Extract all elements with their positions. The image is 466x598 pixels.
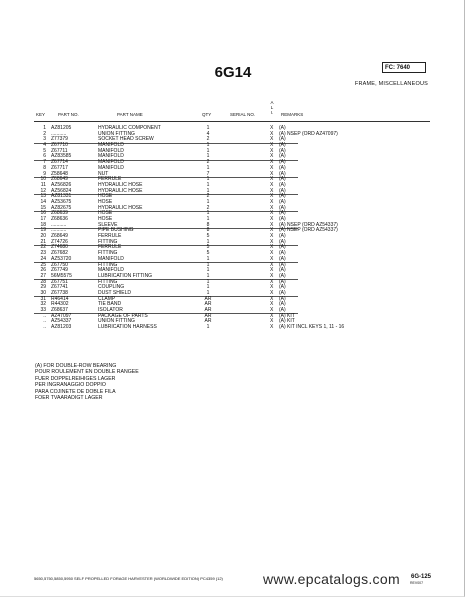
row-key: 24 — [40, 255, 46, 262]
row-qty: 1 — [206, 278, 210, 285]
row-ali-mark: X — [270, 324, 274, 331]
row-part-no: Z68639 — [51, 210, 68, 217]
row-part-name: HOSE — [98, 193, 113, 200]
section-subtitle: FRAME, MISCELLANEOUS — [354, 81, 428, 87]
row-remarks: (A) NSEP (ORD AZ54337) — [279, 221, 338, 228]
row-remarks: (A) — [279, 244, 286, 251]
row-part-name: HYDRAULIC COMPONENT — [98, 125, 161, 131]
table-row — [0, 325, 466, 331]
row-key: 29 — [40, 284, 46, 291]
row-part-name: CLAMP — [98, 295, 116, 302]
row-part-name: FITTING — [98, 250, 118, 257]
row-part-no: AZ53675 — [51, 198, 72, 205]
row-qty: 1 — [206, 255, 210, 262]
row-remarks: (A) — [279, 125, 286, 131]
row-ali-mark: X — [270, 216, 274, 222]
row-qty: 5 — [206, 250, 210, 257]
row-part-no: Z67749 — [51, 267, 68, 274]
row-remarks: (A) — [279, 187, 286, 194]
row-part-no: Z74680 — [51, 244, 68, 251]
row-ali-mark: X — [270, 250, 274, 257]
header-remarks: REMARKS — [281, 112, 304, 117]
row-part-name: MANIFOLD — [98, 164, 124, 171]
row-part-no: Z58648 — [51, 170, 68, 177]
row-ali-mark: X — [270, 307, 274, 313]
row-part-no: Z67717 — [51, 164, 68, 171]
footnote-line: PARA COJINETE DE DOBLE FILA — [35, 388, 116, 395]
row-qty: 1 — [206, 176, 210, 183]
row-part-no: R44302 — [51, 301, 69, 308]
row-remarks: (A) — [279, 307, 286, 313]
row-ali-mark: X — [270, 176, 274, 183]
row-part-no: AZ47097 — [51, 312, 72, 319]
row-remarks: (A) — [279, 295, 286, 302]
row-part-name: NUT — [98, 170, 109, 177]
row-ali-mark: X — [270, 193, 274, 200]
row-remarks: (A) — [279, 272, 286, 279]
row-part-name: LUBRICATION HARNESS — [98, 324, 157, 331]
row-remarks: (A) — [279, 210, 286, 217]
row-qty: 1 — [206, 284, 210, 291]
parts-table — [0, 126, 466, 331]
row-part-no: Z67714 — [51, 159, 68, 166]
row-key: .. — [43, 324, 46, 331]
row-key: 15 — [40, 204, 46, 211]
row-part-no: Z67710 — [51, 142, 68, 149]
row-key: 12 — [40, 187, 46, 194]
row-remarks: (A) — [279, 164, 286, 171]
row-part-no: Z68649 — [51, 233, 68, 240]
row-key: 3 — [43, 136, 46, 143]
row-part-name: MANIFOLD — [98, 147, 124, 154]
header-part-no: PART NO. — [58, 112, 79, 117]
row-remarks: (A) — [279, 181, 286, 188]
row-qty: AR — [204, 312, 212, 319]
row-key: 2 — [43, 130, 46, 137]
row-key: 5 — [43, 147, 46, 154]
row-qty: 1 — [206, 267, 210, 274]
row-part-no: 56M5575 — [51, 272, 72, 279]
row-ali-mark: X — [270, 187, 274, 194]
row-part-no: ........... — [51, 227, 67, 234]
row-part-name: COUPLING — [98, 284, 125, 291]
row-ali-mark: X — [270, 261, 274, 268]
header-part-name: PART NAME — [117, 112, 143, 117]
row-key: 19 — [40, 227, 46, 234]
row-remarks: (A) — [279, 176, 286, 183]
footnote-line: (A) FOR DOUBLE-ROW BEARING — [35, 363, 117, 369]
row-key: 31 — [40, 295, 46, 302]
row-part-no: Z67682 — [51, 250, 68, 257]
row-qty: 1 — [206, 238, 210, 245]
row-part-no: Z68637 — [51, 307, 68, 313]
footnote-line: PER INGRANAGGIO DOPPIO — [35, 382, 106, 389]
row-remarks: (A) NSEP (ORD AZ47097) — [279, 130, 338, 137]
row-ali-mark: X — [270, 142, 274, 149]
row-qty: 2 — [206, 159, 210, 166]
row-key: 20 — [40, 233, 46, 240]
row-ali-mark: X — [270, 198, 274, 205]
row-remarks: (A) — [279, 289, 286, 296]
row-remarks: (A) KIT INCL KEYS 1, 11 - 16 — [279, 324, 345, 331]
row-qty: 1 — [206, 289, 210, 296]
row-qty: AR — [204, 318, 212, 325]
row-remarks: (A) — [279, 159, 286, 166]
row-remarks: (A) — [279, 255, 286, 262]
row-qty: 1 — [206, 142, 210, 149]
row-part-name: MANIFOLD — [98, 142, 124, 149]
row-remarks: (A) NSEP (ORD AZ54337) — [279, 227, 338, 234]
row-qty: 1 — [206, 147, 210, 154]
row-part-no: Z67711 — [51, 147, 68, 154]
header-ali-a: A — [270, 100, 274, 105]
row-remarks: (A) — [279, 170, 286, 177]
row-part-name: FITTING — [98, 278, 118, 285]
row-part-name: HOSE — [98, 198, 113, 205]
header-ali-l: L — [270, 105, 274, 111]
row-qty: 1 — [206, 324, 210, 331]
row-remarks: (A) — [279, 216, 286, 222]
row-qty: 8 — [206, 227, 210, 234]
row-key: 11 — [40, 181, 46, 188]
row-key: 16 — [40, 210, 46, 217]
row-part-no: AZ81331 — [51, 193, 72, 200]
row-part-name: HOSE — [98, 210, 113, 217]
row-qty: 1 — [206, 198, 210, 205]
row-key: 25 — [40, 261, 46, 268]
row-part-name: ISOLATOR — [98, 307, 123, 313]
row-part-name: FITTING — [98, 238, 118, 245]
row-part-name: LUBRICATION FITTING — [98, 272, 153, 279]
row-remarks: (A) — [279, 142, 286, 149]
row-remarks: (A) — [279, 136, 286, 143]
row-part-name: MANIFOLD — [98, 255, 124, 262]
watermark: www.epcatalogs.com — [263, 571, 400, 587]
header-ali-i: I. — [270, 110, 274, 116]
footnote-line: FOER TVAARADIGT LAGER — [35, 395, 103, 402]
row-key: 27 — [40, 272, 46, 279]
row-qty: 1 — [206, 210, 210, 217]
row-ali-mark: X — [270, 267, 274, 274]
footnote-line: POUR ROULEMENT EN DOUBLE RANGEE — [35, 369, 139, 376]
row-key: 7 — [43, 159, 46, 166]
row-qty: AR — [204, 295, 212, 302]
row-remarks: (A) — [279, 284, 286, 291]
row-key: 33 — [40, 307, 46, 313]
row-remarks: (A) — [279, 250, 286, 257]
row-qty: 4 — [206, 130, 210, 137]
row-part-no: R46414 — [51, 295, 69, 302]
row-key: 1 — [43, 125, 46, 131]
row-part-name: MANIFOLD — [98, 153, 124, 160]
row-ali-mark: X — [270, 159, 274, 166]
row-ali-mark: X — [270, 278, 274, 285]
row-ali-mark: X — [270, 255, 274, 262]
row-remarks: (A) — [279, 204, 286, 211]
row-qty: 2 — [206, 136, 210, 143]
row-remarks: (A) — [279, 301, 286, 308]
row-ali-mark: X — [270, 130, 274, 137]
row-ali-mark: X — [270, 147, 274, 154]
row-ali-mark: X — [270, 210, 274, 217]
row-qty: 8 — [206, 221, 210, 228]
row-key: 17 — [40, 216, 46, 222]
page-title: 6G14 — [214, 64, 252, 81]
row-key: 8 — [43, 164, 46, 171]
row-qty: 1 — [206, 261, 210, 268]
row-key: 30 — [40, 289, 46, 296]
row-key: 26 — [40, 267, 46, 274]
row-part-name: SOCKET HEAD SCREW — [98, 136, 154, 143]
row-qty: 7 — [206, 170, 210, 177]
row-part-name: HOSE — [98, 216, 113, 222]
row-part-no: Z68636 — [51, 216, 68, 222]
row-part-no: AZ82675 — [51, 204, 72, 211]
row-key: 18 — [40, 221, 46, 228]
row-part-name: UNION FITTING — [98, 130, 135, 137]
row-part-no: AZ53720 — [51, 255, 72, 262]
row-part-name: TIE BAND — [98, 301, 122, 308]
row-ali-mark: X — [270, 284, 274, 291]
row-qty: 1 — [206, 181, 210, 188]
row-qty: 2 — [206, 193, 210, 200]
row-part-name: DUST SHIELD — [98, 289, 131, 296]
row-part-no: ........... — [51, 221, 67, 228]
row-part-no: ........... — [51, 130, 67, 137]
row-part-no: Z67738 — [51, 289, 68, 296]
row-remarks: (A) — [279, 261, 286, 268]
row-part-no: AZ54337 — [51, 318, 72, 325]
row-ali-mark: X — [270, 204, 274, 211]
row-qty: 2 — [206, 204, 210, 211]
row-part-no: Z67741 — [51, 284, 68, 291]
row-part-name: MANIFOLD — [98, 267, 124, 274]
row-part-no: Z67751 — [51, 278, 68, 285]
row-key: 28 — [40, 278, 46, 285]
row-remarks: (A) — [279, 233, 286, 240]
header-key: KEY — [36, 112, 46, 117]
row-ali-mark: X — [270, 244, 274, 251]
row-part-name: UNION FITTING — [98, 318, 135, 325]
row-part-no: AZ81203 — [51, 324, 72, 331]
row-key: 22 — [40, 244, 46, 251]
row-ali-mark: X — [270, 221, 274, 228]
footnotes — [35, 363, 139, 401]
row-key: 14 — [40, 198, 46, 205]
row-remarks: (A) — [279, 147, 286, 154]
row-qty: 5 — [206, 244, 210, 251]
row-qty: 1 — [206, 153, 210, 160]
row-part-name: HYDRAULIC HOSE — [98, 181, 143, 188]
row-ali-mark: X — [270, 295, 274, 302]
row-qty: 1 — [206, 187, 210, 194]
row-ali-mark: X — [270, 170, 274, 177]
row-remarks: (A) — [279, 267, 286, 274]
row-key: 4 — [43, 142, 46, 149]
row-qty: 1 — [206, 216, 210, 222]
row-remarks: (A) — [279, 198, 286, 205]
revision-code: REV007 — [410, 581, 424, 585]
row-part-no: AZ81205 — [51, 125, 72, 131]
row-remarks: (A) — [279, 278, 286, 285]
row-key: 23 — [40, 250, 46, 257]
row-part-name: FERRULE — [98, 233, 122, 240]
row-remarks: (A) KIT — [279, 312, 295, 319]
row-remarks: (A) — [279, 238, 286, 245]
row-ali-mark: X — [270, 238, 274, 245]
row-ali-mark: X — [270, 318, 274, 325]
page-footer: 5650,5750,5850,5950 SELF PROPELLED FORAGE HARVESTER (WORLDWIDE EDITION) PC4359 (12) — [34, 576, 223, 581]
row-part-no: Z67750 — [51, 261, 68, 268]
row-part-name: HYDRAULIC HOSE — [98, 187, 143, 194]
row-ali-mark: X — [270, 312, 274, 319]
header-ali — [269, 100, 275, 116]
row-part-no: AZ56824 — [51, 187, 72, 194]
row-key: .. — [43, 318, 46, 325]
row-part-name: FERRULE — [98, 176, 122, 183]
row-qty: 1 — [206, 164, 210, 171]
row-qty: AR — [204, 307, 212, 313]
footnote-line: FUER DOPPELREIHIGES LAGER — [35, 375, 116, 382]
row-ali-mark: X — [270, 136, 274, 143]
row-ali-mark: X — [270, 153, 274, 160]
row-part-name: HYDRAULIC HOSE — [98, 204, 143, 211]
header-qty: QTY — [202, 112, 212, 117]
row-part-no: AZ83585 — [51, 153, 72, 160]
row-part-name: MANIFOLD — [98, 159, 124, 166]
row-part-no: AZ56826 — [51, 181, 72, 188]
row-ali-mark: X — [270, 289, 274, 296]
row-part-name: FERRULE — [98, 244, 122, 251]
row-key: .. — [43, 312, 46, 319]
row-part-no: Z74726 — [51, 238, 68, 245]
row-ali-mark: X — [270, 233, 274, 240]
fc-code-box: FC: 7640 — [382, 62, 426, 73]
row-part-no: Z68649 — [51, 176, 68, 183]
header-rule — [34, 121, 430, 122]
row-ali-mark: X — [270, 164, 274, 171]
row-qty: 5 — [206, 233, 210, 240]
row-remarks: (A) — [279, 193, 286, 200]
header-serial-no: SERIAL NO. — [230, 112, 256, 117]
row-ali-mark: X — [270, 125, 274, 131]
row-key: 10 — [40, 176, 46, 183]
row-part-name: PIPE BUSHING — [98, 227, 134, 234]
row-remarks: (A) KIT — [279, 318, 295, 325]
row-ali-mark: X — [270, 272, 274, 279]
row-ali-mark: X — [270, 301, 274, 308]
row-key: 32 — [40, 301, 46, 308]
row-part-name: FITTING — [98, 261, 118, 268]
row-key: 9 — [43, 170, 46, 177]
row-key: 6 — [43, 153, 46, 160]
row-part-no: Z77379 — [51, 136, 68, 143]
row-ali-mark: X — [270, 181, 274, 188]
row-ali-mark: X — [270, 227, 274, 234]
row-qty: 1 — [206, 272, 210, 279]
row-key: 21 — [40, 238, 46, 245]
row-remarks: (A) — [279, 153, 286, 160]
row-part-name: PACKAGE OF PARTS — [98, 312, 148, 319]
page-number: 6G-125 — [411, 574, 432, 580]
row-key: 13 — [40, 193, 46, 200]
row-part-name: SLEEVE — [98, 221, 118, 228]
row-qty: AR — [204, 301, 212, 308]
row-qty: 1 — [206, 125, 210, 131]
